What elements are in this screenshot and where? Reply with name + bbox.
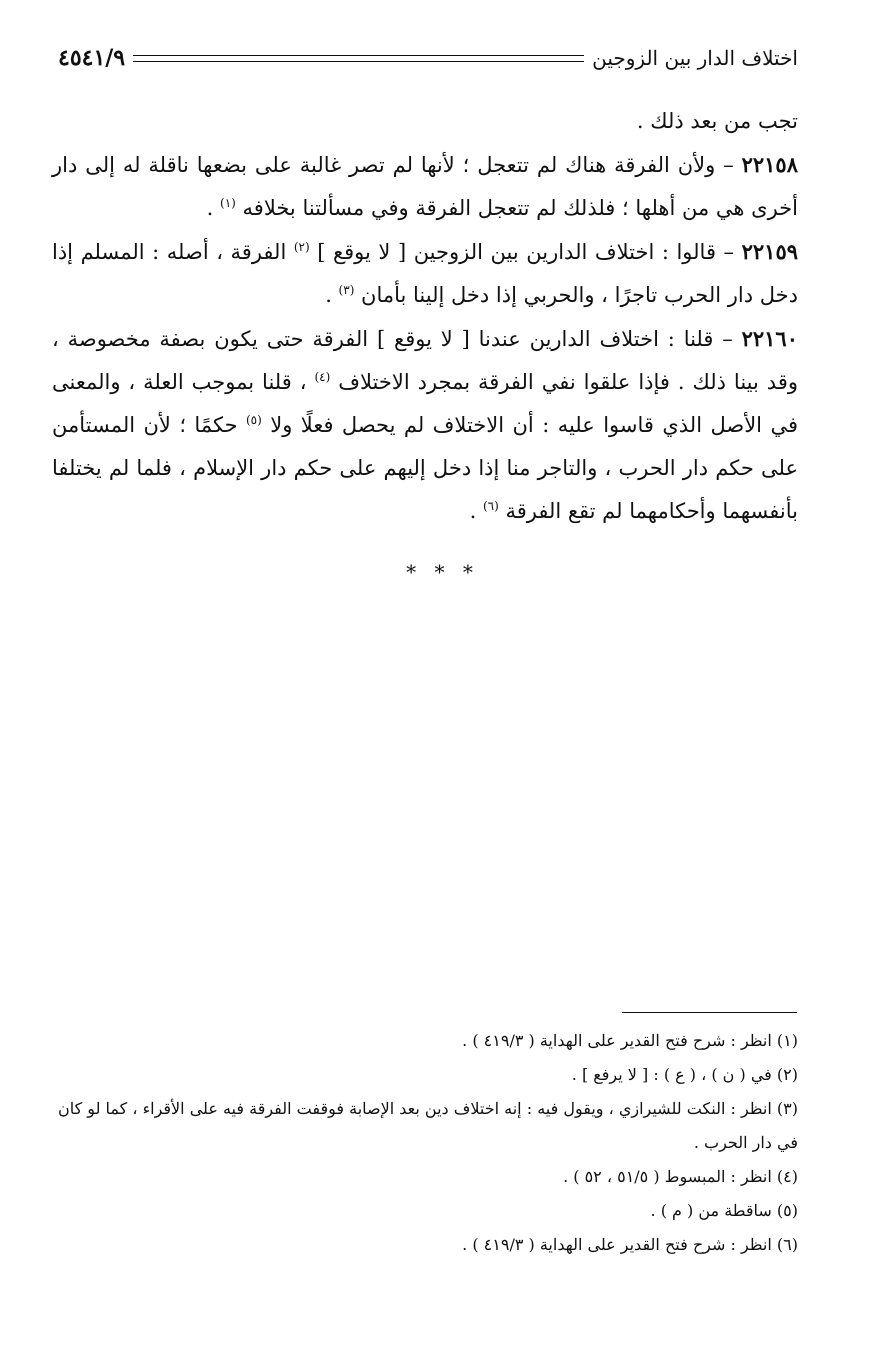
footnotes — [52, 1024, 798, 1262]
paragraph-end: . — [206, 196, 221, 220]
paragraph-text: ، قلنا بموجب العلة ، والمعنى في الأصل الذي قاسوا عليه : أن الاختلاف لم يحصل فعلًا ولا — [52, 370, 798, 437]
section-separator: * * * — [406, 560, 479, 584]
main-text — [52, 100, 798, 533]
footnote-item: (٥) ساقطة من ( م ) . — [650, 1201, 798, 1220]
running-header — [58, 40, 798, 76]
paragraph-22160 — [52, 317, 798, 533]
paragraph-22159 — [52, 230, 798, 317]
paragraph-number: ٢٢١٦٠ — [741, 326, 798, 351]
paragraph-text: حكمًا ؛ لأن المستأمن على حكم دار الحرب ، والتاجر منا إذا دخل إليهم على حكم دار الإسلام ، فلما لم يختلفا بأنفسهما وأحكامهما لم تقع الفرقة — [52, 413, 798, 523]
footnote-item: (٤) انظر : المبسوط ( ٥١/٥ ، ٥٢ ) . — [563, 1167, 798, 1186]
footnote-ref: (١) — [220, 196, 236, 210]
footnote-ref: (٤) — [314, 370, 331, 384]
paragraph-number: ٢٢١٥٩ — [741, 239, 799, 264]
paragraph-end: . — [325, 283, 339, 307]
footnote-item: (٣) انظر : النكت للشيرازي ، ويقول فيه : إنه اختلاف دين بعد الإصابة فوقفت الفرقة فيه على الأقراء ، كما لو كان في دار الحرب . — [57, 1099, 798, 1152]
paragraph-text: – قلنا : اختلاف الدارين عندنا [ لا يوقع ] الفرقة حتى يكون بصفة مخصوصة ، وقد بينا ذلك . فإذا علقوا نفي الفرقة بمجرد الاختلاف — [52, 327, 798, 394]
page-number: ٤٥٤١/٩ — [58, 45, 126, 71]
paragraph-text: – قالوا : اختلاف الدارين بين الزوجين [ لا يوقع ] — [309, 240, 742, 264]
paragraph-22158 — [52, 143, 798, 230]
footnote-item: (١) انظر : شرح فتح القدير على الهداية ( ٤١٩/٣ ) . — [462, 1031, 798, 1050]
paragraph-number: ٢٢١٥٨ — [741, 152, 798, 177]
footnote-ref: (٢) — [293, 240, 310, 254]
footnote-ref: (٣) — [338, 283, 355, 297]
footnote-item: (٢) في ( ن ) ، ( ع ) : [ لا يرفع ] . — [571, 1065, 798, 1084]
footnote-ref: (٥) — [245, 413, 262, 427]
paragraph-text: – ولأن الفرقة هناك لم تتعجل ؛ لأنها لم تصر غالبة على بضعها ناقلة له إلى دار أخرى هي من أهلها ؛ فلذلك لم تتعجل الفرقة وفي مسألتنا بخلافه — [52, 153, 798, 220]
paragraph-text: الفرقة ، أصله : المسلم إذا دخل دار الحرب تاجرًا ، والحربي إذا دخل إلينا بأمان — [52, 240, 798, 307]
continuation-line: تجب من بعد ذلك . — [636, 109, 798, 133]
header-rule — [133, 55, 584, 62]
paragraph-end: . — [469, 499, 483, 523]
footnote-rule — [622, 1012, 797, 1013]
header-title: اختلاف الدار بين الزوجين — [592, 46, 798, 70]
footnote-item: (٦) انظر : شرح فتح القدير على الهداية ( ٤١٩/٣ ) . — [462, 1235, 798, 1254]
footnote-ref: (٦) — [482, 499, 499, 513]
